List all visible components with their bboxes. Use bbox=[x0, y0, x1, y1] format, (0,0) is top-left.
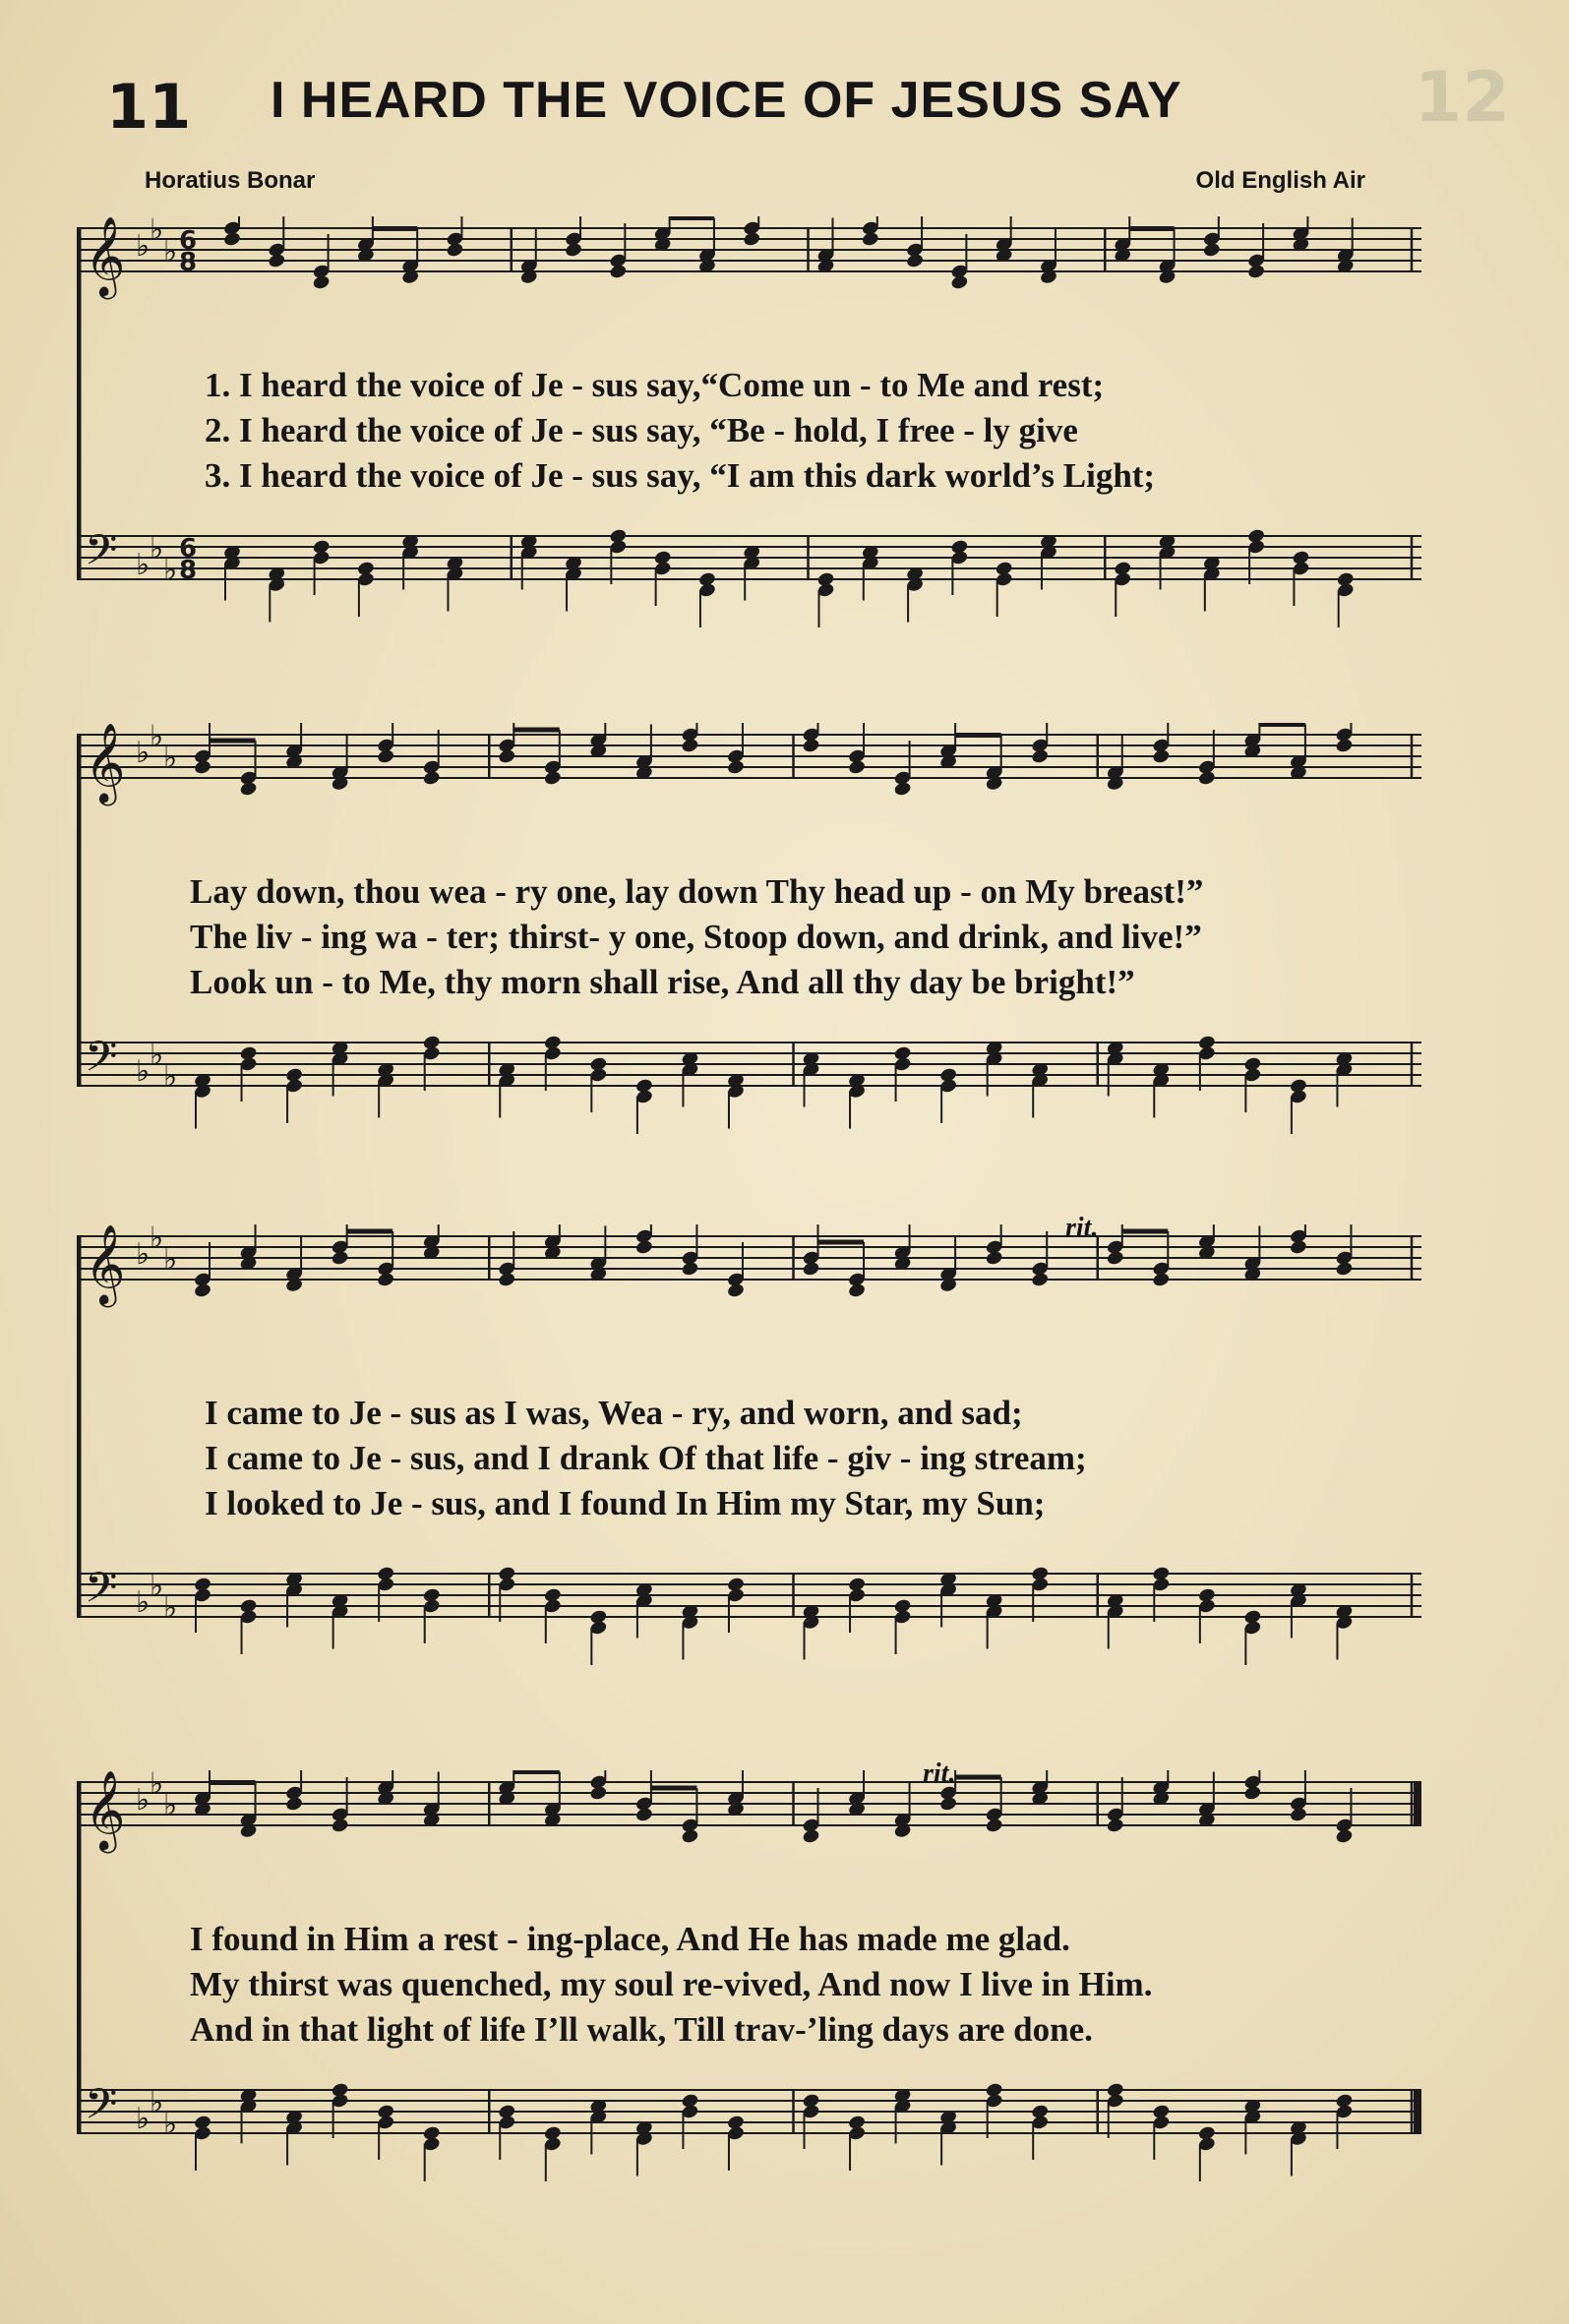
flat-icon: ♭ bbox=[150, 1038, 164, 1073]
flat-icon: ♭ bbox=[150, 216, 164, 248]
treble-clef-icon: 𝄞 bbox=[85, 723, 126, 803]
music-system-4 bbox=[77, 1758, 1421, 2193]
note-head bbox=[193, 759, 211, 776]
note-head bbox=[847, 759, 866, 776]
flat-icon: ♭ bbox=[150, 1224, 164, 1256]
note-head bbox=[1106, 1250, 1124, 1267]
note-head bbox=[446, 242, 464, 259]
lyric-line-verse-3: I looked to Je - sus, and I found In Him my Star, my Sun; bbox=[205, 1484, 1046, 1522]
note-head bbox=[893, 781, 912, 798]
flat-icon: ♭ bbox=[163, 1059, 178, 1095]
flat-icon: ♭ bbox=[136, 1054, 151, 1089]
note-head bbox=[222, 231, 241, 248]
note-head bbox=[564, 242, 582, 259]
flat-icon: ♭ bbox=[150, 1770, 164, 1802]
note-head bbox=[498, 748, 516, 765]
lyric-line-verse-1: I came to Je - sus as I was, Wea - ry, and worn, and sad; bbox=[205, 1394, 1023, 1432]
time-signature: 6 bbox=[179, 226, 198, 256]
lyric-line-verse-3: 3. I heard the voice of Je - sus say, “I am this dark world’s Light; bbox=[205, 456, 1156, 495]
note-head bbox=[377, 748, 395, 765]
note-head bbox=[726, 759, 745, 776]
note-head bbox=[1152, 748, 1171, 765]
flat-icon: ♭ bbox=[150, 723, 164, 754]
note-head bbox=[681, 1261, 699, 1278]
note-head bbox=[193, 1282, 211, 1299]
note-head bbox=[331, 1817, 349, 1834]
note-head bbox=[726, 1282, 745, 1299]
note-head bbox=[331, 1250, 349, 1267]
note-head bbox=[802, 738, 820, 754]
flat-icon: ♭ bbox=[163, 1590, 178, 1626]
lyric-line-verse-1: Lay down, thou wea - ry one, lay down Thy head up - on My breast!” bbox=[190, 872, 1204, 911]
note-head bbox=[743, 231, 761, 248]
note-head bbox=[861, 231, 879, 248]
author-credit: Horatius Bonar bbox=[145, 167, 316, 194]
note-head bbox=[1335, 1828, 1354, 1845]
note-head bbox=[1247, 264, 1266, 280]
note-head bbox=[950, 274, 969, 291]
flat-icon: ♭ bbox=[163, 553, 178, 588]
treble-clef-icon: 𝄞 bbox=[85, 1224, 126, 1304]
ritardando-mark: rit. bbox=[923, 1758, 956, 1789]
lyric-line-verse-3: And in that light of life I’ll walk, Till trav-’ling days are done. bbox=[190, 2010, 1093, 2049]
note-head bbox=[285, 1796, 304, 1813]
flat-icon: ♭ bbox=[136, 1237, 151, 1272]
hymn-number: 11 bbox=[106, 71, 192, 143]
note-head bbox=[1289, 1807, 1307, 1823]
note-head bbox=[802, 1828, 820, 1845]
note-head bbox=[802, 1261, 820, 1278]
note-head bbox=[1152, 1272, 1171, 1288]
lyric-line-verse-2: My thirst was quenched, my soul re-vived, And now I live in Him. bbox=[190, 1965, 1153, 2003]
hymn-title: I HEARD THE VOICE OF JESUS SAY bbox=[271, 72, 1182, 129]
music-system-3 bbox=[77, 1213, 1421, 1677]
time-signature: 6 bbox=[179, 534, 198, 564]
note-head bbox=[681, 1828, 699, 1845]
time-signature: 8 bbox=[179, 248, 198, 277]
treble-staff bbox=[77, 1236, 1421, 1280]
bass-clef-icon: 𝄢 bbox=[85, 2080, 118, 2139]
flat-icon: ♭ bbox=[136, 548, 151, 582]
time-signature: 8 bbox=[179, 556, 198, 585]
flat-icon: ♭ bbox=[163, 1788, 178, 1823]
lyric-line-verse-1: I found in Him a rest - ing-place, And He has made me glad. bbox=[190, 1920, 1070, 1958]
note-head bbox=[985, 1817, 1003, 1834]
note-head bbox=[609, 264, 628, 280]
bass-clef-icon: 𝄢 bbox=[85, 1564, 118, 1623]
lyric-line-verse-2: I came to Je - sus, and I drank Of that life - giv - ing stream; bbox=[205, 1439, 1087, 1477]
treble-clef-icon: 𝄞 bbox=[85, 1770, 126, 1850]
bass-clef-icon: 𝄢 bbox=[85, 526, 118, 585]
note-head bbox=[589, 1785, 608, 1802]
note-head bbox=[268, 253, 286, 269]
treble-staff bbox=[77, 1782, 1421, 1825]
note-head bbox=[634, 1239, 653, 1256]
lyric-line-verse-2: 2. I heard the voice of Je - sus say, “Be - hold, I free - ly give bbox=[205, 411, 1078, 449]
bass-staff bbox=[77, 1043, 1421, 1086]
composer-credit: Old English Air bbox=[1195, 167, 1365, 194]
treble-clef-icon: 𝄞 bbox=[85, 216, 126, 296]
flat-icon: ♭ bbox=[136, 736, 151, 770]
bass-staff bbox=[77, 2090, 1421, 2133]
note-head bbox=[1335, 738, 1354, 754]
flat-icon: ♭ bbox=[136, 2102, 151, 2136]
note-head bbox=[1031, 748, 1050, 765]
note-head bbox=[847, 1282, 866, 1299]
note-head bbox=[1202, 242, 1221, 259]
note-head bbox=[939, 1796, 958, 1813]
ritardando-mark: rit. bbox=[1065, 1213, 1099, 1243]
note-head bbox=[239, 781, 258, 798]
treble-staff bbox=[77, 735, 1421, 778]
note-head bbox=[422, 770, 441, 787]
lyric-line-verse-3: Look un - to Me, thy morn shall rise, And all thy day be bright!” bbox=[190, 963, 1135, 1001]
note-head bbox=[1243, 1785, 1262, 1802]
flat-icon: ♭ bbox=[136, 1585, 151, 1620]
note-head bbox=[543, 770, 562, 787]
flat-icon: ♭ bbox=[163, 1242, 178, 1278]
note-head bbox=[1106, 1817, 1124, 1834]
note-head bbox=[1289, 1239, 1307, 1256]
note-head bbox=[906, 253, 925, 269]
bass-clef-icon: 𝄢 bbox=[85, 1033, 118, 1092]
note-head bbox=[377, 1272, 395, 1288]
note-head bbox=[985, 1250, 1003, 1267]
note-head bbox=[681, 738, 699, 754]
note-head bbox=[1335, 1261, 1354, 1278]
lyric-line-verse-1: 1. I heard the voice of Je - sus say,“Come un - to Me and rest; bbox=[205, 366, 1105, 404]
note-head bbox=[1197, 770, 1216, 787]
flat-icon: ♭ bbox=[136, 229, 151, 264]
lyric-line-verse-2: The liv - ing wa - ter; thirst- y one, Stoop down, and drink, and live!” bbox=[190, 918, 1202, 956]
flat-icon: ♭ bbox=[163, 2107, 178, 2142]
note-head bbox=[1031, 1272, 1050, 1288]
flat-icon: ♭ bbox=[163, 741, 178, 776]
note-head bbox=[498, 1272, 516, 1288]
music-system-2 bbox=[77, 723, 1421, 1146]
bleed-through-page-number: 12 bbox=[1414, 57, 1510, 138]
bass-staff bbox=[77, 1574, 1421, 1617]
flat-icon: ♭ bbox=[150, 1569, 164, 1604]
note-head bbox=[312, 274, 331, 291]
flat-icon: ♭ bbox=[150, 531, 164, 566]
flat-icon: ♭ bbox=[136, 1783, 151, 1817]
note-head bbox=[634, 1807, 653, 1823]
flat-icon: ♭ bbox=[163, 234, 178, 269]
music-system-1 bbox=[77, 216, 1421, 629]
flat-icon: ♭ bbox=[150, 2085, 164, 2120]
